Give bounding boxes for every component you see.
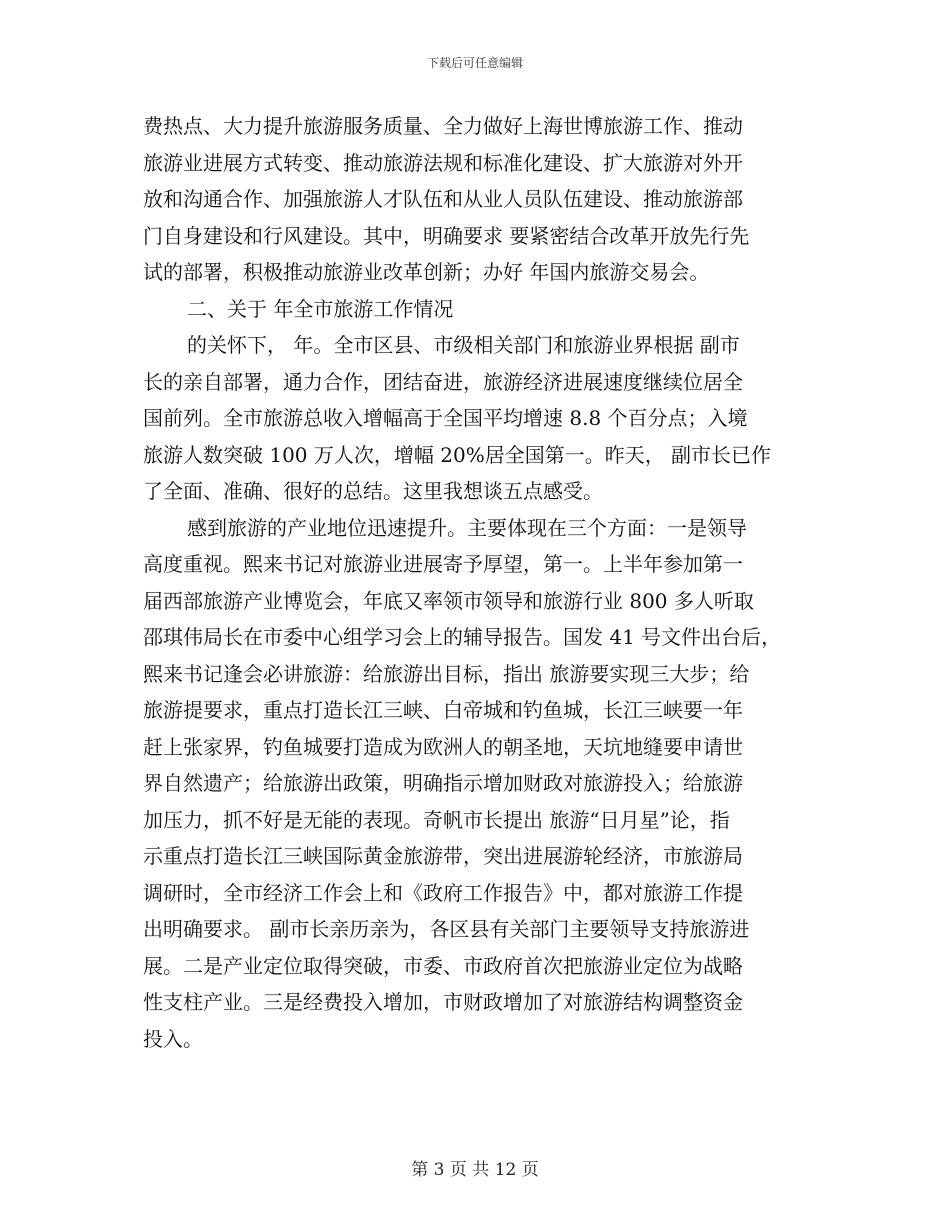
body-line: 加压力，抓不好是无能的表现。奇帆市长提出 旅游“日月星”论，指	[143, 807, 730, 832]
body-line: 投入。	[143, 1026, 203, 1051]
body-line: 示重点打造长江三峡国际黄金旅游带，突出进展游轮经济，市旅游局	[143, 844, 743, 868]
body-line: 长的亲自部署，通力合作，团结奋进，旅游经济进展速度继续位居全	[143, 369, 743, 394]
body-line: 展。二是产业定位取得突破，市委、市政府首次把旅游业定位为战略	[143, 953, 743, 978]
body-line: 旅游人数突破 100 万人次，增幅 20%居全国第一。昨天， 副市长已作	[143, 442, 772, 467]
body-line: 出明确要求。 副市长亲历亲为，各区县有关部门主要领导支持旅游进	[143, 917, 750, 941]
body-line: 熙来书记逢会必讲旅游：给旅游出目标，指出 旅游要实现三大步；给	[143, 661, 750, 686]
body-line: 届西部旅游产业博览会，年底又率领市领导和旅游行业 800 多人听取	[143, 588, 754, 613]
section-heading: 二、关于 年全市旅游工作情况	[187, 296, 454, 321]
paragraph-start: 的关怀下， 年。全市区县、市级相关部门和旅游业界根据 副市	[187, 333, 740, 357]
document-body	[143, 108, 803, 1057]
body-line: 调研时，全市经济工作会上和《政府工作报告》中，都对旅游工作提	[143, 880, 743, 905]
page-header: 下载后可任意编辑	[426, 56, 523, 70]
body-line: 邵琪伟局长在市委中心组学习会上的辅导报告。国发 41 号文件出台后，	[143, 625, 782, 649]
body-line: 性支柱产业。三是经费投入增加，市财政增加了对旅游结构调整资金	[143, 990, 743, 1014]
body-line: 旅游业进展方式转变、推动旅游法规和标准化建设、扩大旅游对外开	[143, 150, 743, 175]
body-line: 试的部署，积极推动旅游业改革创新；办好 年国内旅游交易会。	[143, 260, 710, 284]
body-line: 放和沟通合作、加强旅游人才队伍和从业人员队伍建设、推动旅游部	[143, 187, 743, 211]
body-line: 赶上张家界，钓鱼城要打造成为欧洲人的朝圣地，天坑地缝要申请世	[143, 734, 743, 759]
body-line: 国前列。全市旅游总收入增幅高于全国平均增速 8.8 个百分点；入境	[143, 406, 748, 430]
body-line: 旅游提要求，重点打造长江三峡、白帝城和钓鱼城，长江三峡要一年	[143, 698, 743, 722]
body-line: 门自身建设和行风建设。其中，明确要求 要紧密结合改革开放先行先	[143, 223, 750, 248]
body-line: 了全面、准确、很好的总结。这里我想谈五点感受。	[143, 479, 603, 503]
body-line: 费热点、大力提升旅游服务质量、全力做好上海世博旅游工作、推动	[143, 114, 743, 138]
page-footer: 第 3 页 共 12 页	[411, 1160, 539, 1180]
body-line: 高度重视。熙来书记对旅游业进展寄予厚望，第一。上半年参加第一	[143, 552, 743, 576]
paragraph-start: 感到旅游的产业地位迅速提升。主要体现在三个方面：一是领导	[187, 515, 747, 540]
body-line: 界自然遗产；给旅游出政策，明确指示增加财政对旅游投入；给旅游	[143, 771, 743, 795]
